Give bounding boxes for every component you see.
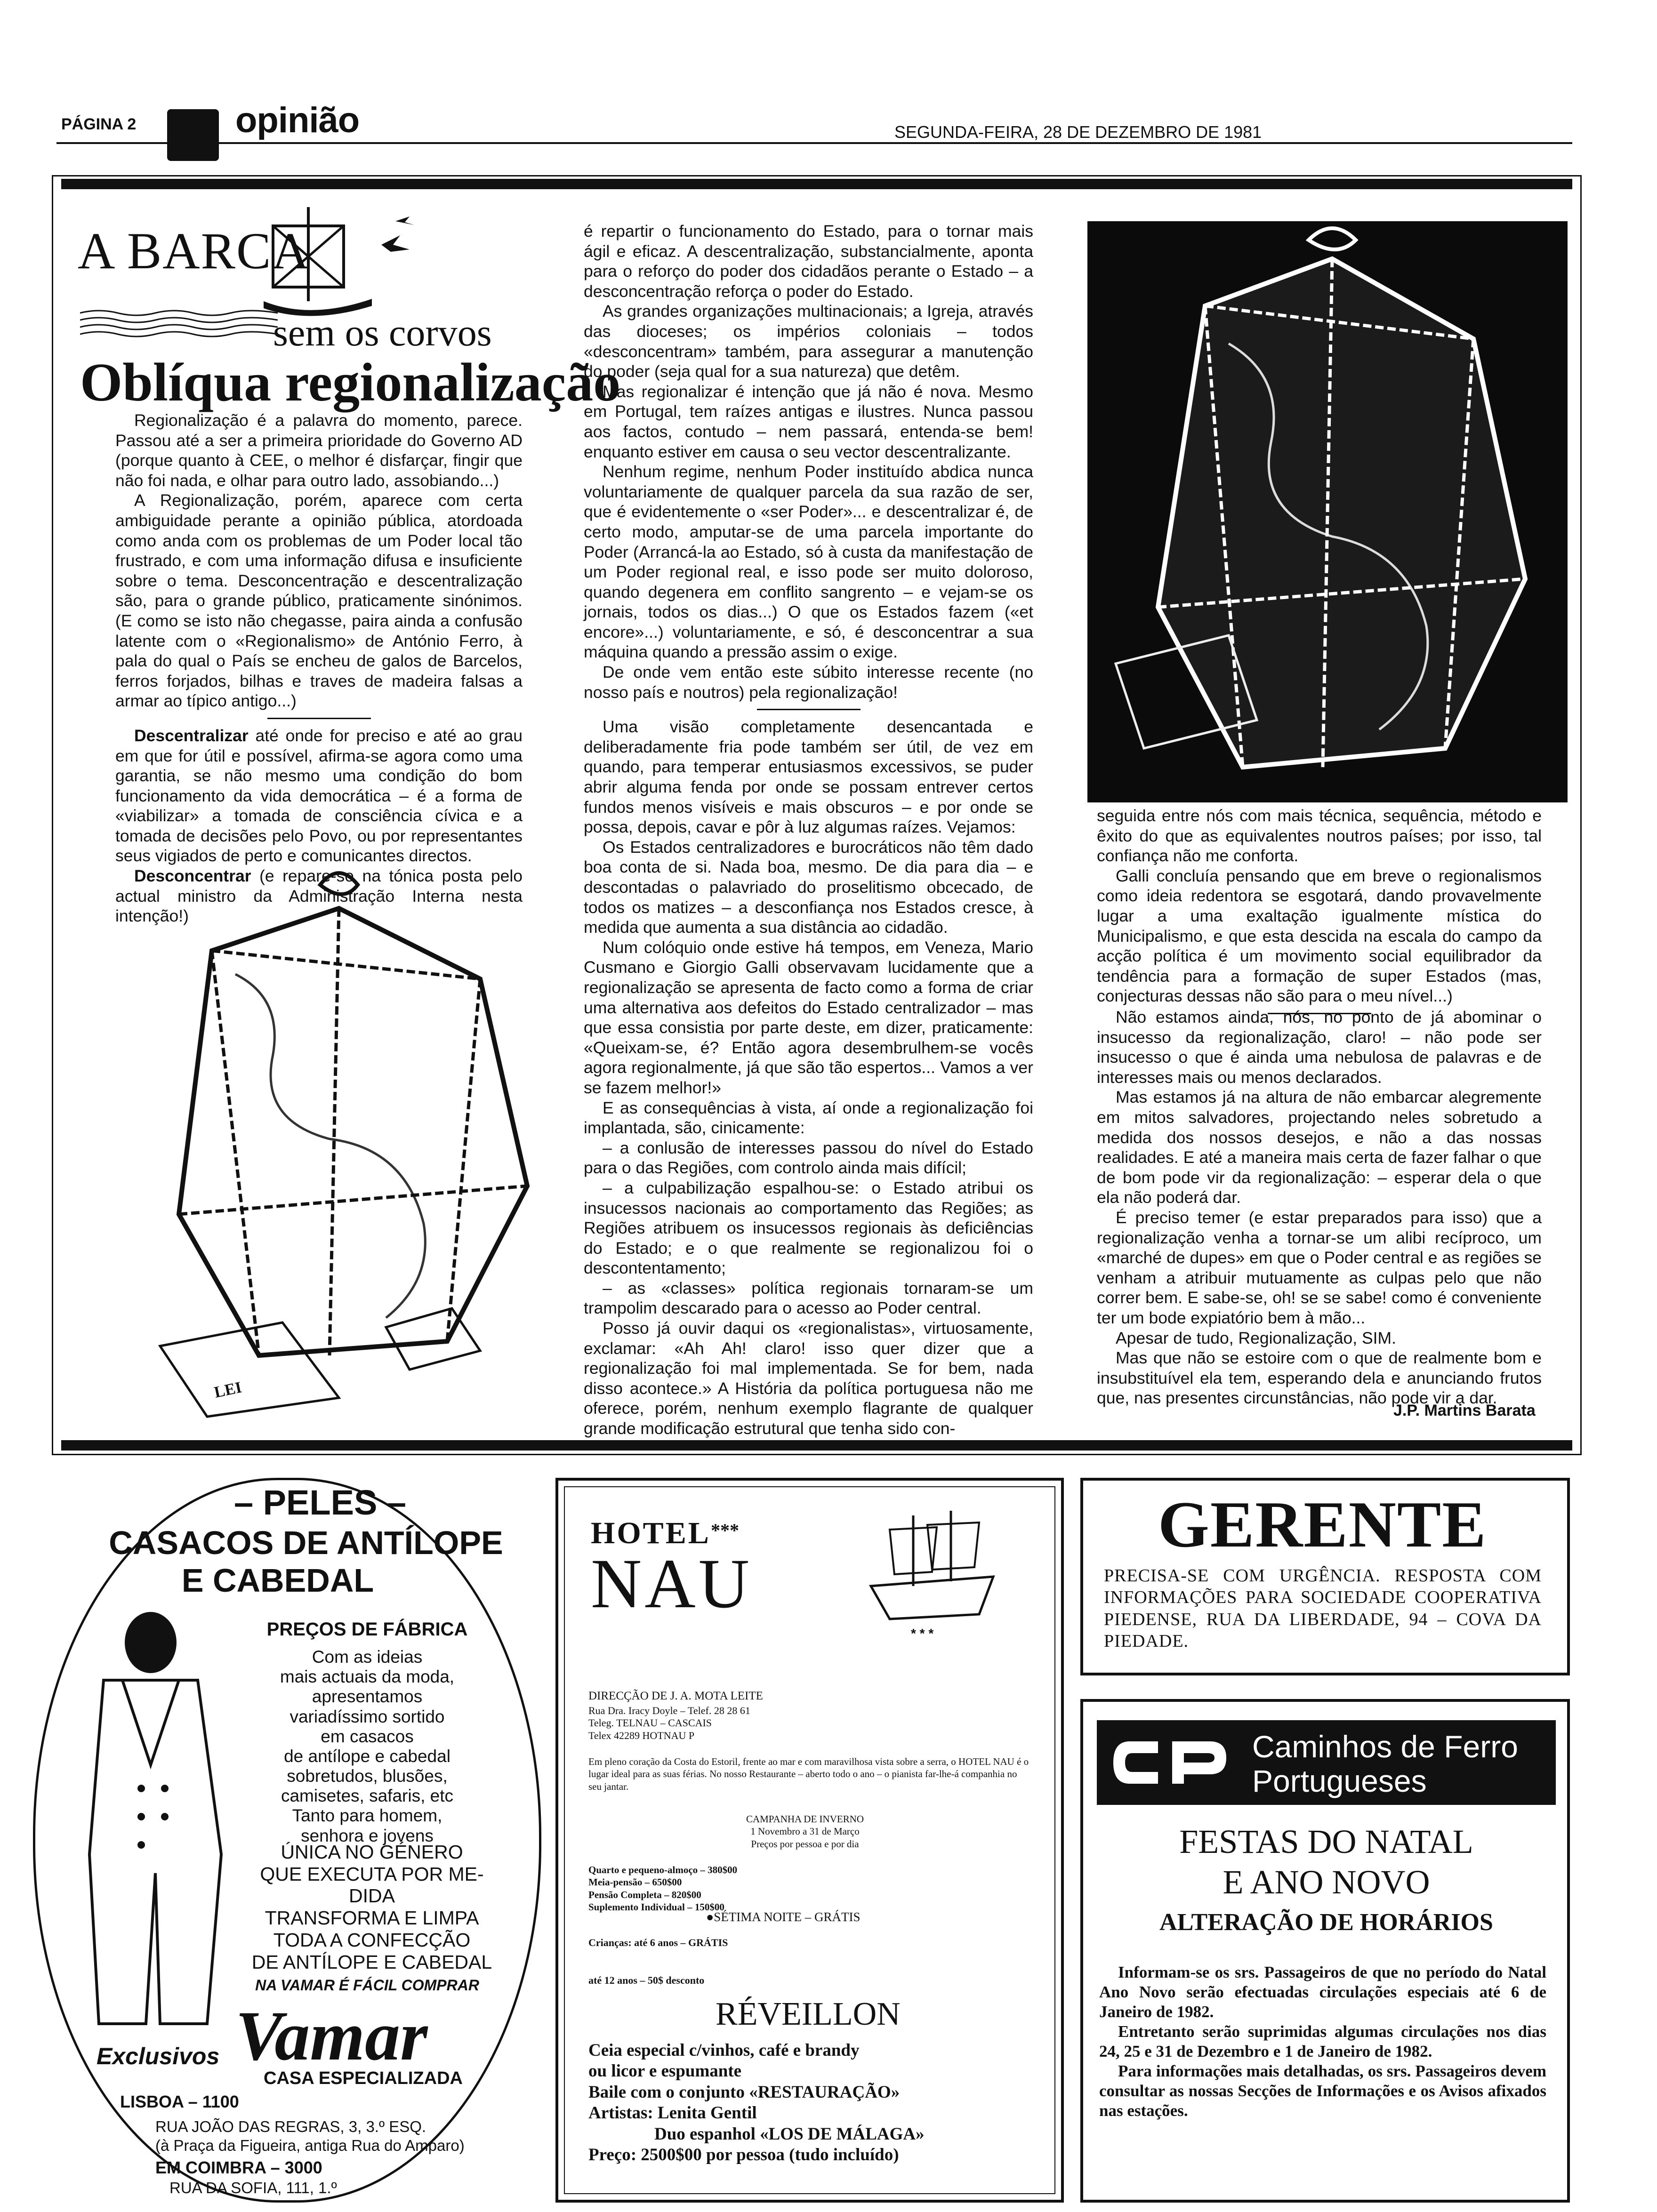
hotel-discount: até 12 anos – 50$ desconto (588, 1974, 705, 1986)
paragraph: Posso já ouvir daqui os «regionalistas», virtuosamente, exclamar: «Ah Ah! claro! isso quer dizer que a regionalização foi mal implementada. Se for bem, nada disso acontece.» A História da política portuguesa não me oferece, porém, nenhum exemplo flagrante de qualquer grande modificação estrutural que tenha sido con- (584, 1319, 1033, 1438)
cp-logo-icon (1111, 1737, 1229, 1788)
ad-peles-address: (à Praça da Figueira, antiga Rua do Amparo) (155, 2137, 465, 2154)
article-headline: Oblíqua regionalização (80, 353, 621, 413)
ad-peles-prices: PREÇOS DE FÁBRICA (266, 1619, 468, 1640)
hotel-contact: Rua Dra. Iracy Doyle – Telef. 28 28 61 Teleg. TELNAU – CASCAIS Telex 42289 HOTNAU P (588, 1705, 750, 1741)
ad-peles-city: LISBOA – 1100 (120, 2092, 239, 2111)
hotel-stars: *** (711, 1520, 739, 1541)
paragraph: Uma visão completamente desencantada e deliberadamente fria pode também ser útil, de vez em quando, para temperar entusiasmos excessivos, se puder abrir alguma fenda por onde se possam entrever certos fundos menos visíveis e mais obscuros – e por onde se possa, depois, cavar e pôr à luz algumas raízes. Vejamos: (584, 717, 1033, 837)
article-column-2 (584, 221, 1033, 1439)
section-logo-icon (167, 109, 219, 161)
paragraph: Num colóquio onde estive há tempos, em Veneza, Mario Cusmano e Giorgio Galli observavam lucidamente que a regionalização se apresenta de facto como a forma de criar uma alternativa aos defeitos do Estado centralizador – mas que essa consistia por parte deste, em dizer, praticamente: «Queixam-se, é? Então agora desembrulhem-se vocês agora regionalmente, já que são tão espertos... Vamos a ver se fazem melhor!» (584, 938, 1033, 1097)
ad-peles-exclusivos: Exclusivos (97, 2043, 220, 2069)
paragraph: – as «classes» política regionais tornaram-se um trampolim descarado para o acesso ao Poder central. (584, 1278, 1033, 1318)
ad-peles-heading: E CABEDAL (181, 1562, 374, 1599)
ad-peles-city: EM COIMBRA – 3000 (155, 2158, 322, 2177)
paragraph: As grandes organizações multinacionais; a Igreja, através das dioceses; os impérios coloniais – todos «desconcentram» também, para assegurar a manutenção do poder (seja qual for a sua natureza) que detêm. (584, 302, 1033, 381)
hotel-word: HOTEL (591, 1516, 711, 1550)
ad-peles-body: Com as ideias mais actuais da moda, apresentamos variadíssimo sortido em casacos de antílope e cabedal sobretudos, blusões, camisetes, safaris, etc Tanto para homem, senhora e jovens (280, 1647, 455, 1845)
rope-bound-stone-dark-illustration (1087, 221, 1568, 802)
hotel-direction: DIRECÇÃO DE J. A. MOTA LEITE (588, 1690, 763, 1702)
ad-peles-title: – PELES – (233, 1483, 407, 1522)
paragraph: é repartir o funcionamento do Estado, para o tornar mais ágil e eficaz. A descentralização, substancialmente, aponta para o reforço do poder dos cidadãos perante o Estado – a desconcentração reforça o poder do Estado. (584, 222, 1033, 301)
paragraph: Mas regionalizar é intenção que já não é nova. Mesmo em Portugal, tem raízes antigas e ilustres. Nunca passou aos factos, contudo – nem passará, entenda-se bem! enquanto estiver em causa o seu vector descentralizante. (584, 382, 1033, 461)
paragraph: Mas estamos já na altura de não embarcar alegremente em mitos salvadores, projectando neles sobretudo a medida dos nossos desejos, e não a das nossas realidades. E até a maneira mais certa de fazer falhar o que de bom pode vir da regionalização: – esperar dela o que ela não poderá dar. (1097, 1088, 1542, 1207)
ad-peles-casa: CASA ESPECIALIZADA (264, 2068, 463, 2088)
caravel-ship-icon (861, 1506, 1003, 1624)
article-bottom-rule (61, 1440, 1572, 1451)
paragraph: E as consequências à vista, aí onde a regionalização foi implantada, são, cinicamente: (584, 1098, 1033, 1138)
paragraph: Apesar de tudo, Regionalização, SIM. (1116, 1328, 1396, 1347)
separator (757, 709, 861, 710)
model-in-coat-illustration (71, 1610, 240, 2033)
paragraph: Descentralizar até onde for preciso e até ao grau em que for útil e possível, afirma-se agora como uma garantia, se não mesmo uma condição do bom funcionamento da vida democrática – é a forma de «viabilizar» a tomada de consciência cívica e a tomada de decisões pelo Povo, ou por representantes seus vigiados de perto e comunicantes directos. (115, 726, 523, 866)
reveillon-title: RÉVEILLON (716, 1996, 901, 2032)
ad-peles-caps: ÚNICA NO GÉNERO QUE EXECUTA POR ME- DIDA TRANSFORMA E LIMPA TODA A CONFECÇÃO DE ANTÍLOPE E CABEDAL (251, 1841, 492, 1973)
paragraph: Os Estados centralizadores e burocráticos não têm dado boa conta de si. Nada boa, mesmo. De dia para dia – e descontadas o palavriado do proselitismo obcecado, de todos os matizes – a desconfiança nos Estados cresce, à medida que aumenta a sua distância ao cidadão. (584, 837, 1033, 937)
header-rule (56, 142, 1572, 144)
cp-body: Informam-se os srs. Passageiros de que no período do Natal Ano Novo serão efectuadas circulações especiais até 6 de Janeiro de 1982. Entretanto serão suprimidas algumas circulações nos dias 24, 25 e 31 de Dezembro e 1 de Janeiro de 1982. Para informações mais detalhadas, os srs. Passageiros devem consultar as nossas Secções de Informações e os Avisos afixados nas estações. (1099, 1963, 1546, 2120)
article-column-3-top (1097, 806, 1542, 1021)
paragraph: Regionalização é a palavra do momento, parece. Passou até a ser a primeira prioridade do Governo AD (porque quanto à CEE, o melhor é disfarçar, fingir que não foi nada, e olhar para outro lado, assobiando...) (115, 411, 523, 490)
cp-company-name: Caminhos de Ferro Portugueses (1252, 1729, 1518, 1798)
vamar-logo: Vamar (235, 1997, 428, 2075)
reveillon-details: Ceia especial c/vinhos, café e brandy ou licor e espumante Baile com o conjunto «RESTAURAÇÃO» Artistas: Lenita Gentil Duo espanhol «LOS DE MÁLAGA» Preço: 2500$00 por pessoa (tudo incluído) (588, 2041, 925, 2164)
paragraph: Mas que não se estoire com o que de realmente bom e insubstituível ela tem, esperando dela e anunciando frutos que, nas presentes circunstâncias, não pode vir a dar. (1097, 1348, 1542, 1408)
article-column-3-bottom (1097, 1007, 1542, 1408)
section-title: opinião (235, 100, 360, 140)
paragraph: Desconcentrar (e repare-se na tónica posta pelo actual ministro da Administração Interna nesta intenção!) (115, 866, 523, 926)
issue-date: SEGUNDA-FEIRA, 28 DE DEZEMBRO DE 1981 (894, 122, 1262, 142)
cp-subtitle: ALTERAÇÃO DE HORÁRIOS (1159, 1909, 1493, 1936)
rope-bound-stone-illustration (141, 857, 565, 1421)
paragraph: – a culpabilização espalhou-se: o Estado atribui os insucessos nacionais ao comportamento das Regiões; as Regiões atribuem os insucessos regionais às deficiências do Estado; e o que realmente se regionalizou foi o descontentamento; (584, 1178, 1033, 1278)
separator (267, 718, 371, 719)
waves-decoration (80, 306, 278, 339)
paragraph: Galli concluía pensando que em breve o regionalismos como ideia redentora se esgotará, dando provavelmente lugar a uma exaltação igualmente mística do Municipalismo, e que esta descida na escala do campo da acção política é um movimento social equilibrador da tendência para a formação de super Estados (mas, conjecturas dessas não são para o meu nível...) (1097, 866, 1542, 1006)
ad-peles-address: RUA JOÃO DAS REGRAS, 3, 3.º ESQ. (155, 2118, 426, 2135)
paragraph: É preciso temer (e estar preparados para isso) que a regionalização venha a tornar-se um alibi recíproco, um «marché de dupes» em que o Poder central e as regiões se venham a atribuir mutuamente as culpas pelo que não correr bem. E sabe-se, oh! se se sabe! como é conveniente ter um bode expiatório bem à mão... (1097, 1208, 1542, 1327)
gerente-title: GERENTE (1158, 1488, 1487, 1561)
paragraph: – a conlusão de interesses passou do nível do Estado para o das Regiões, com controlo ainda mais difícil; (584, 1138, 1033, 1178)
hotel-name: NAU (591, 1545, 752, 1623)
bold-lead: Desconcentrar (134, 866, 251, 886)
paragraph: seguida entre nós com mais técnica, sequência, método e êxito do que as equivalentes noutros países; por isso, tal confiança não me conforta. (1097, 806, 1542, 866)
paragraph: Não estamos ainda, nós, no ponto de já abominar o insucesso da regionalização, claro! – não pode ser insucesso o que é ainda uma nebulosa de palavras e de interesses mais ou menos declarados. (1097, 1008, 1542, 1087)
ad-peles-tagline: NA VAMAR É FÁCIL COMPRAR (255, 1977, 479, 1994)
paragraph: A Regionalização, porém, aparece com certa ambiguidade perante a opinião pública, atordoada como anda com os problemas de um Poder local tão frustrado, e com uma informação difusa e insuficiente sobre o tema. Desconcentração e descentralização são, para o grande público, praticamente sinónimos. (E como se isto não chegasse, paira ainda a confusão latente com o «Regionalismo» de António Ferro, à pala do qual o País se encheu de galos de Barcelos, ferros forjados, bilhas e traves de madeira falsas a armar ao típico antigo...) (115, 491, 523, 711)
gerente-body: PRECISA-SE COM URGÊNCIA. RESPOSTA COM INFORMAÇÕES PARA SOCIEDADE COOPERATIVA PIEDENSE, RUA DA LIBERDADE, 94 – COVA DA PIEDADE. (1104, 1566, 1542, 1651)
hotel-prices: Quarto e pequeno-almoço – 380$00 Meia-pensão – 650$00 Pensão Completa – 820$00 Suplemento Individual – 150$00 (588, 1864, 738, 1913)
illustration-label: LEI (212, 1378, 243, 1402)
hotel-children: Crianças: até 6 anos – GRÁTIS (588, 1937, 728, 1948)
hotel-seventh-night: ●SÉTIMA NOITE – GRÁTIS (706, 1910, 861, 1924)
article-byline: J.P. Martins Barata (1393, 1402, 1536, 1419)
bold-lead: Descentralizar (134, 726, 249, 745)
hotel-campaign: CAMPANHA DE INVERNO 1 Novembro a 31 de Março Preços por pessoa e por dia (746, 1813, 864, 1850)
article-top-rule (61, 179, 1572, 189)
paragraph: De onde vem então este súbito interesse recente (no nosso país e noutros) pela regionalização! (584, 663, 1033, 702)
paragraph: Nenhum regime, nenhum Poder instituído abdica nunca voluntariamente de qualquer parcela da sua razão de ser, que é evidentemente o «ser Poder»... e descentralizar é, de certo modo, amputar-se de uma parcela importante do Poder (Arrancá-la ao Estado, só à custa da manifestação de um Poder regional real, e isso pode ser muito doloroso, quando degenera em conflito sangrento – e vejam-se os jornais, todos os dias...) O que os Estados fazem («et encore»...) voluntariamente, e só, é desconcentrar a sua máquina quando a pressão assim o exige. (584, 462, 1033, 662)
page-number: PÁGINA 2 (61, 115, 137, 133)
ad-peles-heading: CASACOS DE ANTÍLOPE (109, 1524, 503, 1561)
ad-peles-address: RUA DA SOFIA, 111, 1.º (169, 2179, 337, 2196)
hotel-rating: * * * (911, 1626, 934, 1641)
column-subname: sem os corvos (273, 311, 492, 354)
hotel-description: Em pleno coração da Costa do Estoril, frente ao mar e com maravilhosa vista sobre a serra, o HOTEL NAU é o lugar ideal para as suas férias. No nosso Restaurante – aberto todo o ano – o pianista far-lhe-á companhia no seu jantar. (588, 1756, 1029, 1792)
article-column-1 (115, 410, 523, 926)
column-name: A BARCA (78, 222, 310, 280)
cp-title: FESTAS DO NATAL E ANO NOVO (1179, 1823, 1473, 1901)
